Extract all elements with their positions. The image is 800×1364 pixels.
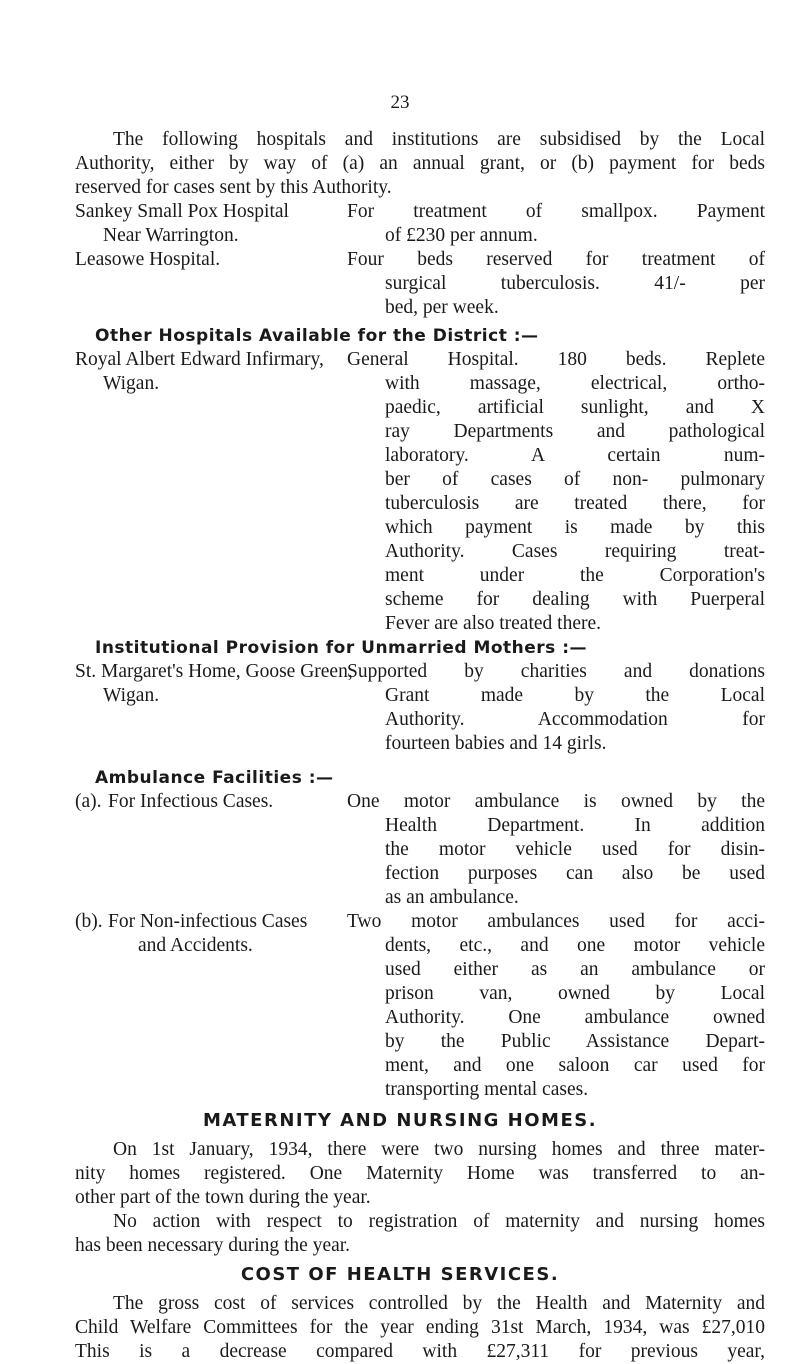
description-line: with massage, electrical, ortho- — [385, 373, 765, 394]
description-line: Four beds reserved for treatment of — [347, 249, 765, 270]
hospital-name-line: Near Warrington. — [103, 225, 239, 246]
sankey-hospital-name — [75, 200, 335, 248]
royal-albert-description — [347, 348, 765, 636]
ambulance-heading: Ambulance Facilities :— — [95, 768, 334, 788]
ambulance-name-line: For Infectious Cases. — [108, 791, 274, 812]
paragraph-line: other part of the town during the year. — [75, 1187, 371, 1208]
paragraph-line: has been necessary during the year. — [75, 1235, 351, 1256]
description-line: prison van, owned by Local — [385, 983, 765, 1004]
paragraph-line: This is a decrease compared with £27,311 for previous year, — [75, 1341, 765, 1362]
description-line: For treatment of smallpox. Payment — [347, 201, 765, 222]
description-line: fection purposes can also be used — [385, 863, 765, 884]
description-line: fourteen babies and 14 girls. — [385, 733, 607, 754]
ambulance-item-name — [108, 790, 273, 814]
hospital-name-line: Royal Albert Edward Infirmary, — [75, 349, 324, 370]
ambulance-item-description — [347, 910, 765, 1102]
ambulance-name-line: and Accidents. — [138, 935, 253, 956]
description-line: dents, etc., and one motor vehicle — [385, 935, 765, 956]
description-line: transporting mental cases. — [385, 1079, 589, 1100]
description-line: Two motor ambulances used for acci- — [347, 911, 765, 932]
description-line: ber of cases of non- pulmonary — [385, 469, 765, 490]
ambulance-item-description — [347, 790, 765, 910]
ambulance-item-label: (a). — [75, 791, 102, 812]
hospital-name-line: Sankey Small Pox Hospital — [75, 201, 289, 222]
description-line: surgical tuberculosis. 41/- per — [385, 273, 765, 294]
cost-heading: COST OF HEALTH SERVICES. — [240, 1264, 560, 1285]
description-line: scheme for dealing with Puerperal — [385, 589, 765, 610]
page-number: 23 — [390, 92, 410, 113]
ambulance-name-line: For Non-infectious Cases — [108, 911, 308, 932]
description-line: One motor ambulance is owned by the — [347, 791, 765, 812]
description-line: paedic, artificial sunlight, and X — [385, 397, 765, 418]
paragraph-line: Child Welfare Committees for the year ending 31st March, 1934, was £27,010 — [75, 1317, 765, 1338]
paragraph-line: No action with respect to registration of maternity and nursing homes — [113, 1211, 765, 1232]
leasowe-hospital-name — [75, 248, 335, 272]
leasowe-hospital-description — [347, 248, 765, 320]
royal-albert-name — [75, 348, 335, 396]
description-line: ray Departments and pathological — [385, 421, 765, 442]
hospital-name-line: Leasowe Hospital. — [75, 249, 221, 270]
description-line: ment under the Corporation's — [385, 565, 765, 586]
ambulance-item-name — [108, 910, 307, 958]
description-line: laboratory. A certain num- — [385, 445, 765, 466]
description-line: Authority. Accommodation for — [385, 709, 765, 730]
description-line: by the Public Assistance Depart- — [385, 1031, 765, 1052]
description-line: Authority. One ambulance owned — [385, 1007, 765, 1028]
description-line: used either as an ambulance or — [385, 959, 765, 980]
paragraph-line: On 1st January, 1934, there were two nursing homes and three mater- — [113, 1139, 765, 1160]
description-line: Grant made by the Local — [385, 685, 765, 706]
hospital-name-line: Wigan. — [103, 373, 160, 394]
intro-line: The following hospitals and institutions are subsidised by the Local — [113, 129, 765, 150]
description-line: Fever are also treated there. — [385, 613, 602, 634]
description-line: which payment is made by this — [385, 517, 765, 538]
other-hospitals-heading: Other Hospitals Available for the District :— — [95, 326, 539, 346]
st-margarets-name — [75, 660, 355, 708]
paragraph-line: The gross cost of services controlled by the Health and Maternity and — [113, 1293, 765, 1314]
paragraph-line: nity homes registered. One Maternity Home was transferred to an- — [75, 1163, 765, 1184]
institution-name-line: St. Margaret's Home, Goose Green, — [75, 661, 353, 682]
description-line: Authority. Cases requiring treat- — [385, 541, 765, 562]
intro-line: Authority, either by way of (a) an annual grant, or (b) payment for beds — [75, 153, 765, 174]
institution-name-line: Wigan. — [103, 685, 160, 706]
sankey-hospital-description — [347, 200, 765, 248]
description-line: Health Department. In addition — [385, 815, 765, 836]
description-line: Supported by charities and donations — [347, 661, 765, 682]
description-line: the motor vehicle used for disin- — [385, 839, 765, 860]
description-line: of £230 per annum. — [385, 225, 538, 246]
description-line: as an ambulance. — [385, 887, 519, 908]
maternity-heading: MATERNITY AND NURSING HOMES. — [202, 1110, 598, 1131]
description-line: bed, per week. — [385, 297, 499, 318]
description-line: tuberculosis are treated there, for — [385, 493, 765, 514]
st-margarets-description — [347, 660, 765, 756]
institutional-heading: Institutional Provision for Unmarried Mothers :— — [95, 638, 588, 658]
description-line: ment, and one saloon car used for — [385, 1055, 765, 1076]
intro-line: reserved for cases sent by this Authority. — [75, 177, 392, 198]
ambulance-item-label: (b). — [75, 911, 103, 932]
description-line: General Hospital. 180 beds. Replete — [347, 349, 765, 370]
